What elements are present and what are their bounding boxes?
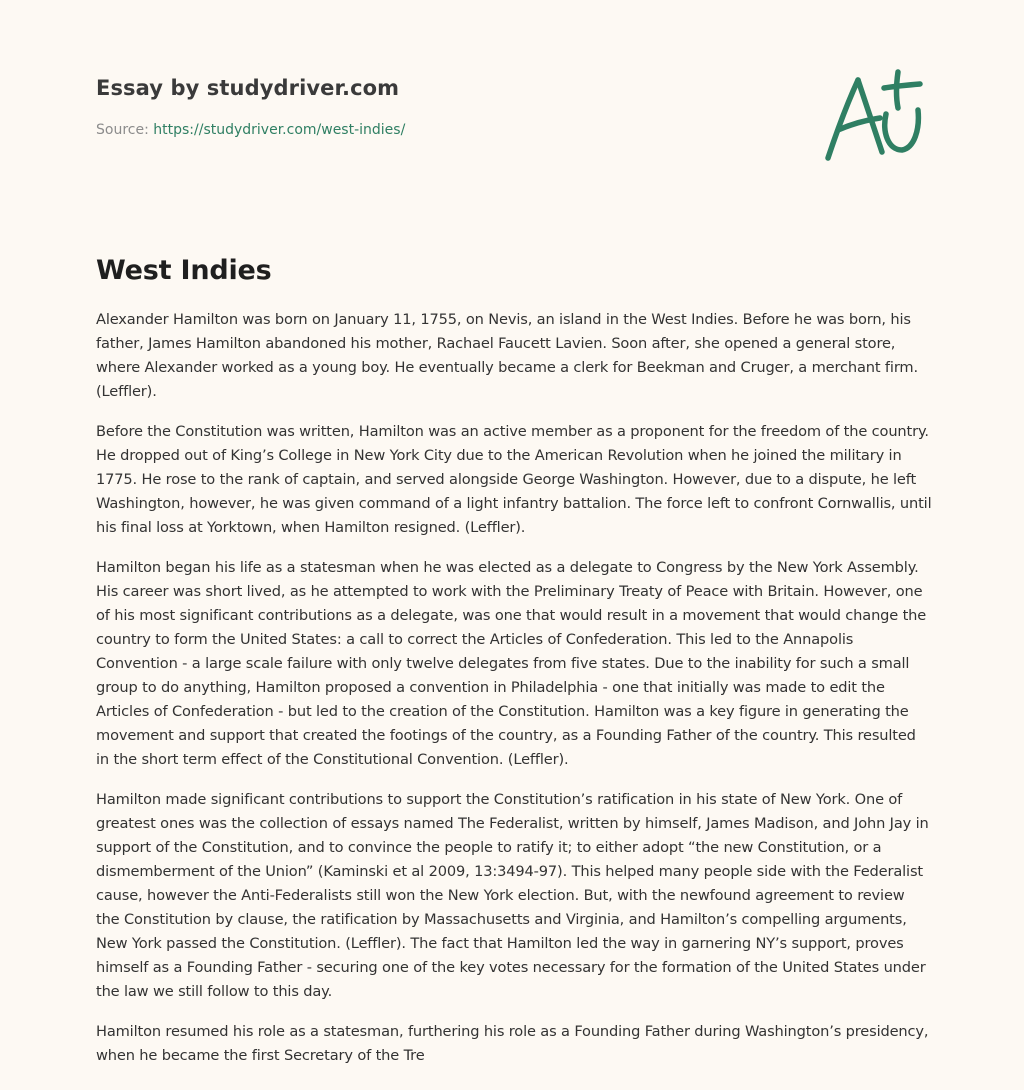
source-link[interactable]: https://studydriver.com/west-indies/ <box>153 122 406 138</box>
essay-paragraph-5: Hamilton resumed his role as a statesman, furthering his role as a Founding Father during Washington’s presidency, when he became the first Secretary of the Tre <box>96 1023 929 1064</box>
essay-paragraph-2: Before the Constitution was written, Hamilton was an active member as a proponent for the freedom of the country. He dropped out of King’s College in New York City due to the American Revolution when he joined the military in 1775. He rose to the rank of captain, and served alongside George Washington. However, due to a dispute, he left Washington, however, he was given command of a light infantry battalion. The force left to confront Cornwallis, until his final loss at Yorktown, when Hamilton resigned. (Leffler). <box>96 423 932 536</box>
source-label: Source: <box>96 122 149 138</box>
a-plus-logo-icon <box>822 68 926 164</box>
page-header <box>96 76 696 138</box>
site-title: Essay by studydriver.com <box>96 76 400 100</box>
source-line <box>96 122 696 138</box>
essay-paragraph-4: Hamilton made significant contributions to support the Constitution’s ratification in his state of New York. One of greatest ones was the collection of essays named The Federalist, written by himself, James Madison, and John Jay in support of the Constitution, and to convince the people to ratify it; to either adopt “the new Constitution, or a dismemberment of the Union” (Kaminski et al 2009, 13:3494-97). This helped many people side with the Federalist cause, however the Anti-Federalists still won the New York election. But, with the newfound agreement to review the Constitution by clause, the ratification by Massachusetts and Virginia, and Hamilton’s compelling arguments, New York passed the Constitution. (Leffler). The fact that Hamilton led the way in garnering NY’s support, proves himself as a Founding Father - securing one of the key votes necessary for the formation of the United States under the law we still follow to this day. <box>96 791 929 1000</box>
essay-paragraph-1: Alexander Hamilton was born on January 11, 1755, on Nevis, an island in the West Indies. Before he was born, his father, James Hamilton abandoned his mother, Rachael Faucett Lavien. Soon after, she opened a general store, where Alexander worked as a young boy. He eventually became a clerk for Beekman and Cruger, a merchant firm. (Leffler). <box>96 311 918 400</box>
essay-title: West Indies <box>96 255 272 286</box>
essay-paragraph-3: Hamilton began his life as a statesman when he was elected as a delegate to Congress by the New York Assembly. His career was short lived, as he attempted to work with the Preliminary Treaty of Peace with Britain. However, one of his most significant contributions as a delegate, was one that would result in a movement that would change the country to form the United States: a call to correct the Articles of Confederation. This led to the Annapolis Convention - a large scale failure with only twelve delegates from five states. Due to the inability for such a small group to do anything, Hamilton proposed a convention in Philadelphia - one that initially was made to edit the Articles of Confederation - but led to the creation of the Constitution. Hamilton was a key figure in generating the movement and support that created the footings of the country, as a Founding Father of the country. This resulted in the short term effect of the Constitutional Convention. (Leffler). <box>96 559 927 768</box>
essay-content <box>96 255 932 1084</box>
